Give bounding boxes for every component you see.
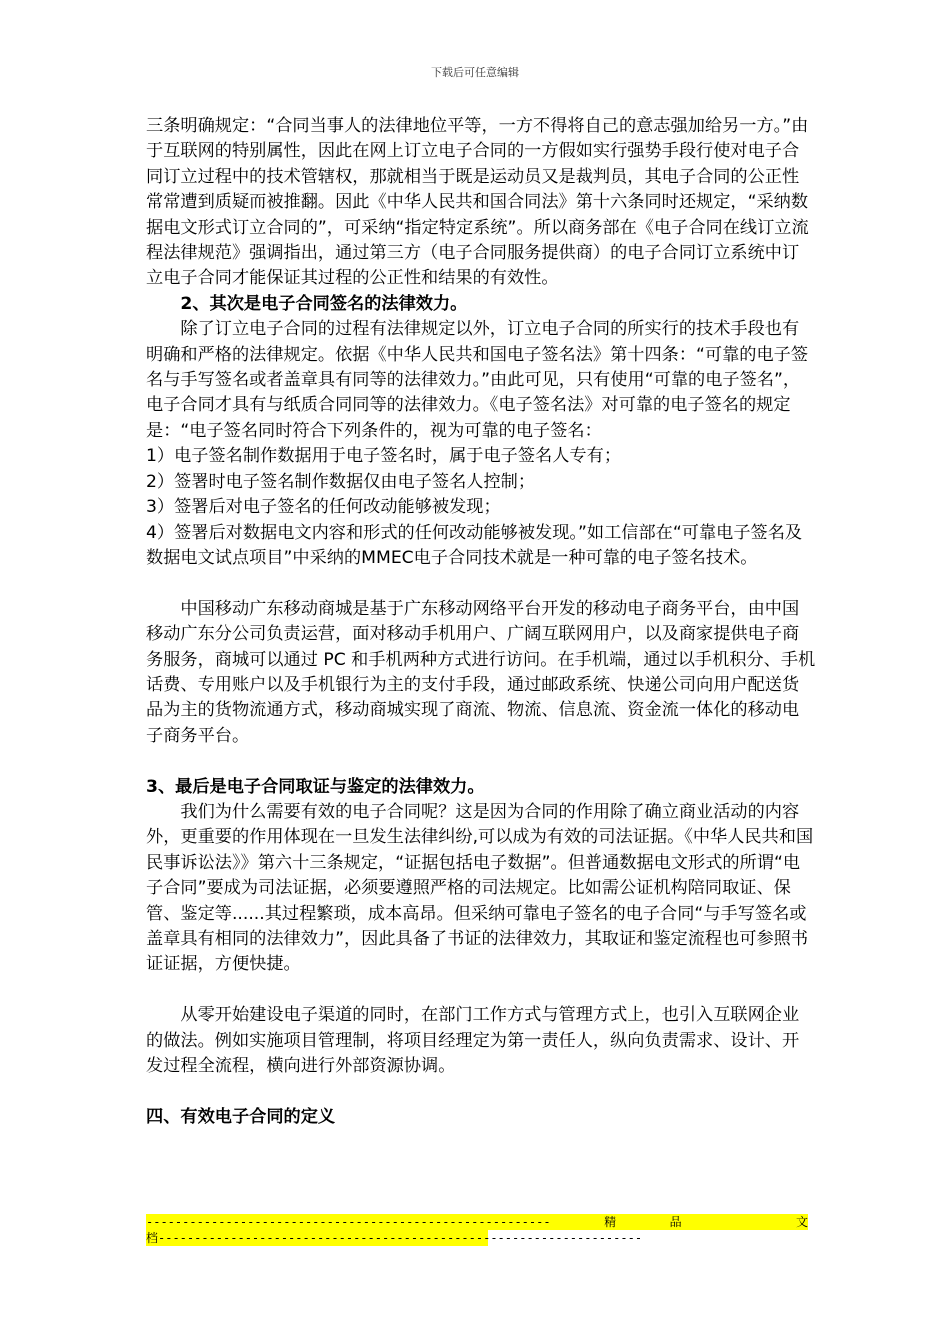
- spacer: [146, 978, 816, 1003]
- paragraph: 中国移动广东移动商城是基于广东移动网络平台开发的移动电子商务平台，由中国移动广东分公司负责运营，面对移动手机用户、广阔互联网用户，以及商家提供电子商务服务，商城可以通过 PC 和手机两种方式进行访问。在手机端，通过以手机积分、手机话费、专用账户以及手机银行为主的支付手段，通过邮政系统、快递公司向用户配送货品为主的货物流通方式，移动商城实现了商流、物流、信息流、资金流一体化的移动电子商务平台。: [146, 598, 816, 746]
- paragraph: 除了订立电子合同的过程有法律规定以外，订立电子合同的所实行的技术手段也有明确和严格的法律规定。依据《中华人民共和国电子签名法》第十四条：“可靠的电子签名与手写签名或者盖章具有同等的法律效力。”由此可见，只有使用“可靠的电子签名”，电子合同才具有与纸质合同同等的法律效力。《电子签名法》对可靠的电子签名的规定是：“电子签名同时符合下列条件的，视为可靠的电子签名：: [146, 319, 809, 441]
- paragraph: 我们为什么需要有效的电子合同呢？这是因为合同的作用除了确立商业活动的内容外，更重要的作用体现在一旦发生法律纠纷,可以成为有效的司法证据。《中华人民共和国民事诉讼法》》第六十三条规定，“证据包括电子数据”。但普通数据电文形式的所谓“电子合同”要成为司法证据，必须要遵照严格的司法规定。比如需公证机构陪同取证、保管、鉴定等......其过程繁琐，成本高昂。但采纳可靠电子签名的电子合同“与手写签名或盖章具有相同的法律效力”，因此具备了书证的法律效力，其取证和鉴定流程也可参照书证证据，方便快捷。: [146, 801, 814, 975]
- spacer: [146, 749, 816, 774]
- paragraph: 三条明确规定：“合同当事人的法律地位平等，一方不得将自己的意志强加给另一方。”由于互联网的特别属性，因此在网上订立电子合同的一方假如实行强势手段行使对电子合同订立过程中的技术管辖权，那就相当于既是运动员又是裁判员，其电子合同的公正性常常遭到质疑而被推翻。因此《中华人民共和国合同法》第十六条同时还规定，“采纳数据电文形式订立合同的”，可采纳“指定特定系统”。所以商务部在《电子合同在线订立流程法律规范》强调指出，通过第三方（电子合同服务提供商）的电子合同订立系统中订立电子合同才能保证其过程的公正性和结果的有效性。: [146, 116, 809, 289]
- list-item: 1）电子签名制作数据用于电子签名时，属于电子签名人专有；: [146, 446, 622, 467]
- list-item: 3）签署后对电子签名的任何改动能够被发现；: [146, 497, 501, 518]
- spacer: [146, 1079, 816, 1104]
- document-body: [146, 114, 816, 1130]
- page-footer: [146, 1214, 816, 1246]
- list-item: 4）签署后对数据电文内容和形式的任何改动能够被发现。”如工信部在“可靠电子签名及数据电文试点项目”中采纳的MMEC电子合同技术就是一种可靠的电子签名技术。: [146, 522, 803, 568]
- footer-line-2: 档-------------------------------------------------------------------: [146, 1231, 643, 1245]
- footer-word: 文: [795, 1215, 808, 1229]
- spacer: [146, 571, 816, 596]
- section-heading: 3、最后是电子合同取证与鉴定的法律效力。: [146, 776, 485, 797]
- footer-line: [146, 1214, 808, 1230]
- footer-gap: [735, 1214, 742, 1230]
- footer-dashes: --------------------------------------------------------: [146, 1215, 551, 1229]
- list-item: 2）签署时电子签名制作数据仅由电子签名人控制；: [146, 471, 536, 492]
- page-header: 下载后可任意编辑: [431, 66, 519, 79]
- section-heading: 2、其次是电子合同签名的法律效力。: [180, 293, 468, 314]
- section-heading: 四、有效电子合同的定义: [146, 1106, 336, 1127]
- footer-word: 品: [669, 1215, 682, 1229]
- paragraph: 从零开始建设电子渠道的同时，在部门工作方式与管理方式上，也引入互联网企业的做法。例如实施项目管理制，将项目经理定为第一责任人，纵向负责需求、设计、开发过程全流程，横向进行外部资源协调。: [146, 1005, 800, 1076]
- footer-word: 精: [604, 1215, 617, 1229]
